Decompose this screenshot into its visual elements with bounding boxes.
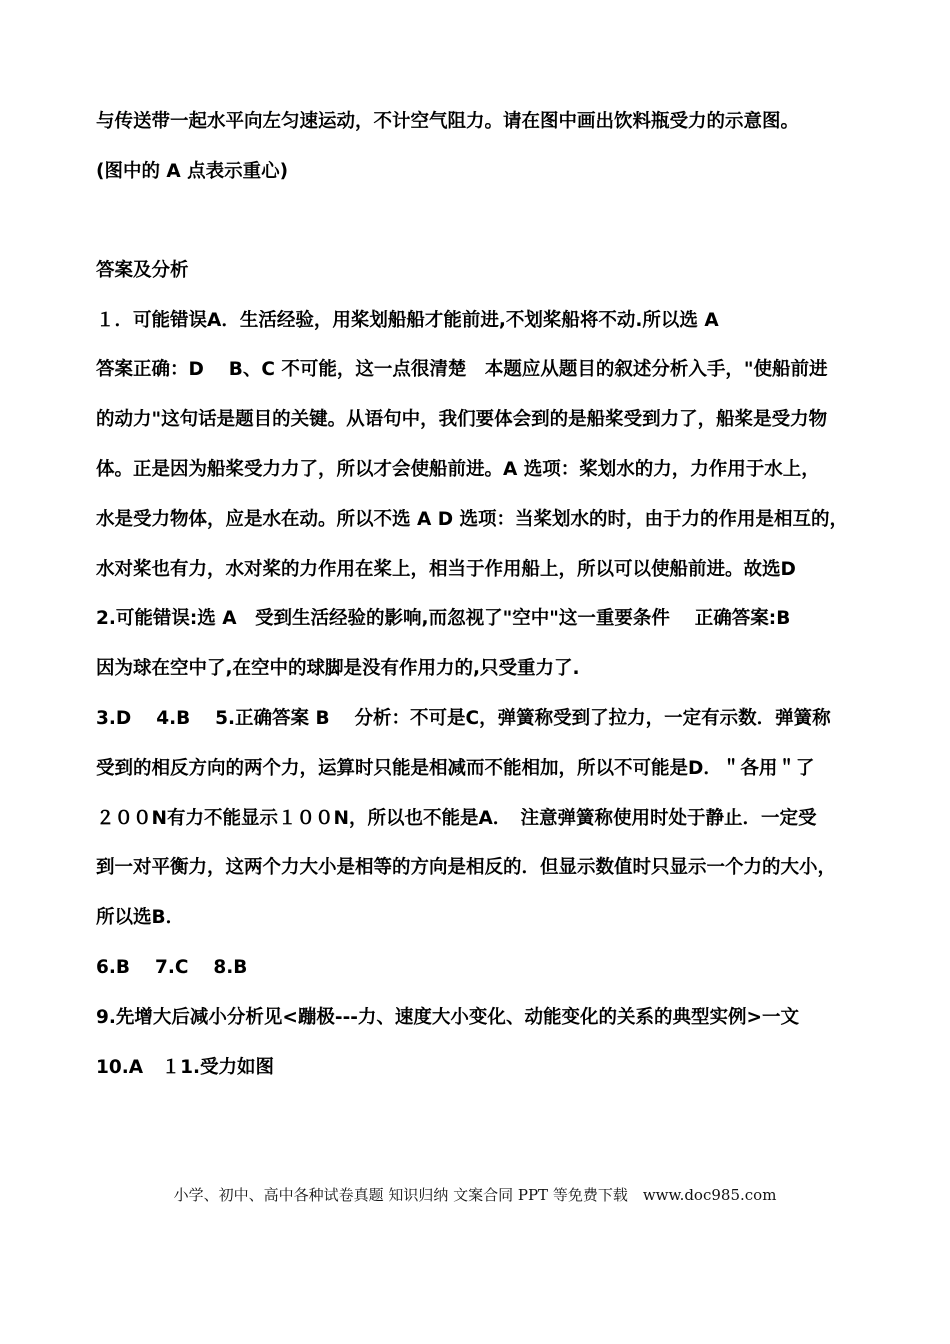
answer-line: ２００N有力不能显示１００N，所以也不能是A． 注意弹簧称使用时处于静止．一定受 (96, 808, 817, 829)
section-title: 答案及分析 (96, 260, 189, 281)
answer-line: 9.先增大后减小分析见<蹦极---力、速度大小变化、动能变化的关系的典型实例>一文 (96, 1007, 799, 1028)
intro-line: (图中的 A 点表示重心) (96, 161, 289, 182)
page-footer: 小学、初中、高中各种试卷真题 知识归纳 文案合同 PPT 等免费下载 www.doc985.com (173, 1186, 777, 1204)
answer-line: 水对桨也有力，水对桨的力作用在桨上，相当于作用船上，所以可以使船前进。故选D (96, 559, 796, 580)
answer-line: 到一对平衡力，这两个力大小是相等的方向是相反的．但显示数值时只显示一个力的大小， (96, 857, 837, 878)
answer-line: 水是受力物体，应是水在动。所以不选 A D 选项：当桨划水的时，由于力的作用是相互的， (96, 509, 848, 530)
answer-line: 6.B 7.C 8.B (96, 957, 248, 978)
intro-line: 与传送带一起水平向左匀速运动，不计空气阻力。请在图中画出饮料瓶受力的示意图。 (96, 111, 800, 132)
answer-line: 体。正是因为船桨受力力了，所以才会使船前进。A 选项：桨划水的力，力作用于水上， (96, 459, 820, 480)
answer-line: 因为球在空中了,在空中的球脚是没有作用力的,只受重力了. (96, 658, 580, 679)
answer-line: 受到的相反方向的两个力，运算时只能是相减而不能相加，所以不可能是D．＂各用＂了 (96, 758, 815, 779)
answer-line: 答案正确：D B、C 不可能，这一点很清楚 本题应从题目的叙述分析入手，"使船前进 (96, 359, 828, 380)
answer-line: １．可能错误A．生活经验，用桨划船船才能前进,不划桨船将不动.所以选 A (96, 310, 719, 331)
answer-line: 10.A １1.受力如图 (96, 1057, 274, 1078)
answer-line: 所以选B． (96, 907, 185, 928)
answer-line: 2.可能错误:选 A 受到生活经验的影响,而忽视了"空中"这一重要条件 正确答案:B (96, 608, 791, 629)
answer-line: 3.D 4.B 5.正确答案 B 分析：不可是C，弹簧称受到了拉力，一定有示数．弹簧称 (96, 708, 831, 729)
answer-line: 的动力"这句话是题目的关键。从语句中，我们要体会到的是船桨受到力了，船桨是受力物 (96, 409, 828, 430)
